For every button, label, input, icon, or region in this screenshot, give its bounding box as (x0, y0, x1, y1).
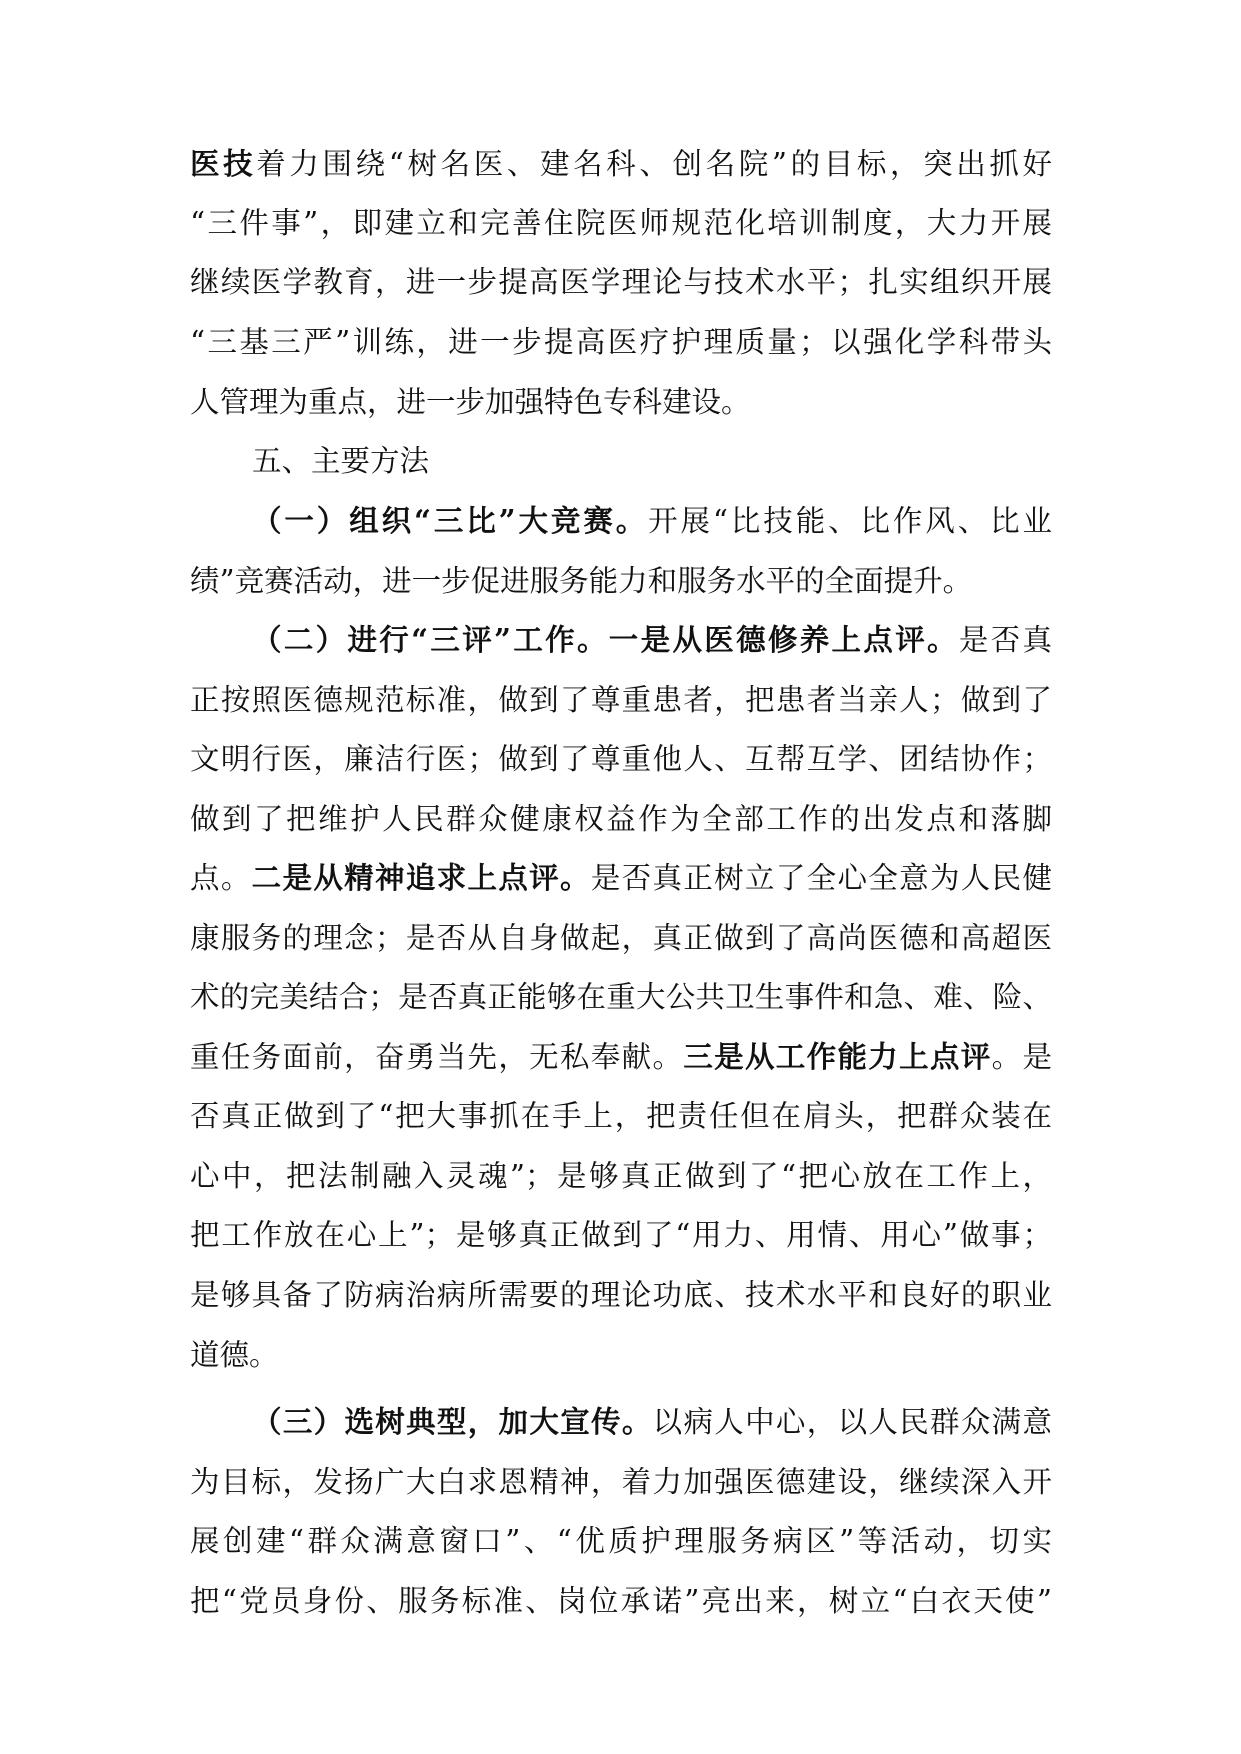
text-line (190, 1511, 1052, 1571)
text-line (190, 252, 1052, 312)
text-line (190, 1027, 1052, 1087)
text-line (190, 789, 1052, 849)
text-line (190, 670, 1052, 730)
body-text: 康服务的理念；是否从自身做起，真正做到了高尚医德和高超医 (190, 921, 1052, 955)
text-line (190, 1452, 1052, 1512)
text-line (252, 610, 1052, 670)
text-line (190, 372, 1052, 432)
section-heading (252, 431, 1052, 491)
body-text: 把工作放在心上”；是够真正做到了“用力、用情、用心”做事； (190, 1218, 1052, 1252)
heading-text: 五、主要方法 (252, 444, 430, 478)
bold-text: （二）进行“三评”工作。一是从医德修养上点评。 (252, 622, 959, 657)
text-line (252, 1392, 1052, 1452)
body-text: 。是 (991, 1040, 1052, 1074)
text-line (190, 729, 1052, 789)
text-line (252, 491, 1052, 551)
body-text: 开展“比技能、比作风、比业 (648, 504, 1052, 538)
body-text: “三件事”，即建立和完善住院医师规范化培训制度，大力开展 (190, 206, 1052, 240)
bold-text: （一）组织“三比”大竞赛。 (252, 503, 649, 538)
text-line (190, 312, 1052, 372)
text-line (190, 1571, 1052, 1631)
text-line (190, 1325, 1052, 1385)
text-line (190, 551, 1052, 611)
body-text: 正按照医德规范标准，做到了尊重患者，把患者当亲人；做到了 (190, 683, 1052, 717)
bold-text: （三）选树典型，加大宣传。 (252, 1404, 653, 1439)
body-text: 展创建“群众满意窗口”、“优质护理服务病区”等活动，切实 (190, 1524, 1052, 1558)
bold-text: 三是从工作能力上点评 (683, 1039, 992, 1074)
body-text: 道德。 (190, 1338, 279, 1372)
body-text: 做到了把维护人民群众健康权益作为全部工作的出发点和落脚 (190, 802, 1052, 836)
body-text: 为目标，发扬广大白求恩精神，着力加强医德建设，继续深入开 (190, 1465, 1052, 1499)
bold-text: 二是从精神追求上点评。 (251, 860, 591, 895)
text-line (190, 908, 1052, 968)
body-text: 把“党员身份、服务标准、岗位承诺”亮出来，树立“白衣天使” (190, 1584, 1052, 1618)
body-text: 重任务面前，奋勇当先，无私奉献。 (190, 1040, 684, 1074)
text-line (190, 1205, 1052, 1265)
body-text: 文明行医，廉洁行医；做到了尊重他人、互帮互学、团结协作； (190, 742, 1052, 776)
text-line (190, 1265, 1052, 1325)
text-line (190, 1086, 1052, 1146)
body-text: 着力围绕“树名医、建名科、创名院”的目标，突出抓好 (256, 147, 1052, 181)
body-text: 以病人中心，以人民群众满意 (652, 1405, 1052, 1439)
body-text: 绩”竞赛活动，进一步促进服务能力和服务水平的全面提升。 (190, 564, 973, 598)
body-text: 心中，把法制融入灵魂”；是够真正做到了“把心放在工作上， (190, 1159, 1052, 1193)
body-text: 否真正做到了“把大事抓在手上，把责任但在肩头，把群众装在 (190, 1099, 1052, 1133)
text-line (190, 134, 1052, 194)
body-text: 术的完美结合；是否真正能够在重大公共卫生事件和急、难、险、 (190, 980, 1052, 1014)
body-text: 继续医学教育，进一步提高医学理论与技术水平；扎实组织开展 (190, 265, 1052, 299)
text-line (190, 193, 1052, 253)
body-text: 是否真正树立了全心全意为人民健 (590, 861, 1052, 895)
text-line (190, 967, 1052, 1027)
body-text: “三基三严”训练，进一步提高医疗护理质量；以强化学科带头 (190, 325, 1052, 359)
text-line (190, 1146, 1052, 1206)
bold-text: 医技 (190, 146, 257, 181)
text-line (190, 848, 1052, 908)
body-text: 点。 (190, 861, 252, 895)
body-text: 是否真 (958, 623, 1052, 657)
body-text: 是够具备了防病治病所需要的理论功底、技术水平和良好的职业 (190, 1278, 1052, 1312)
body-text: 人管理为重点，进一步加强特色专科建设。 (190, 385, 751, 419)
